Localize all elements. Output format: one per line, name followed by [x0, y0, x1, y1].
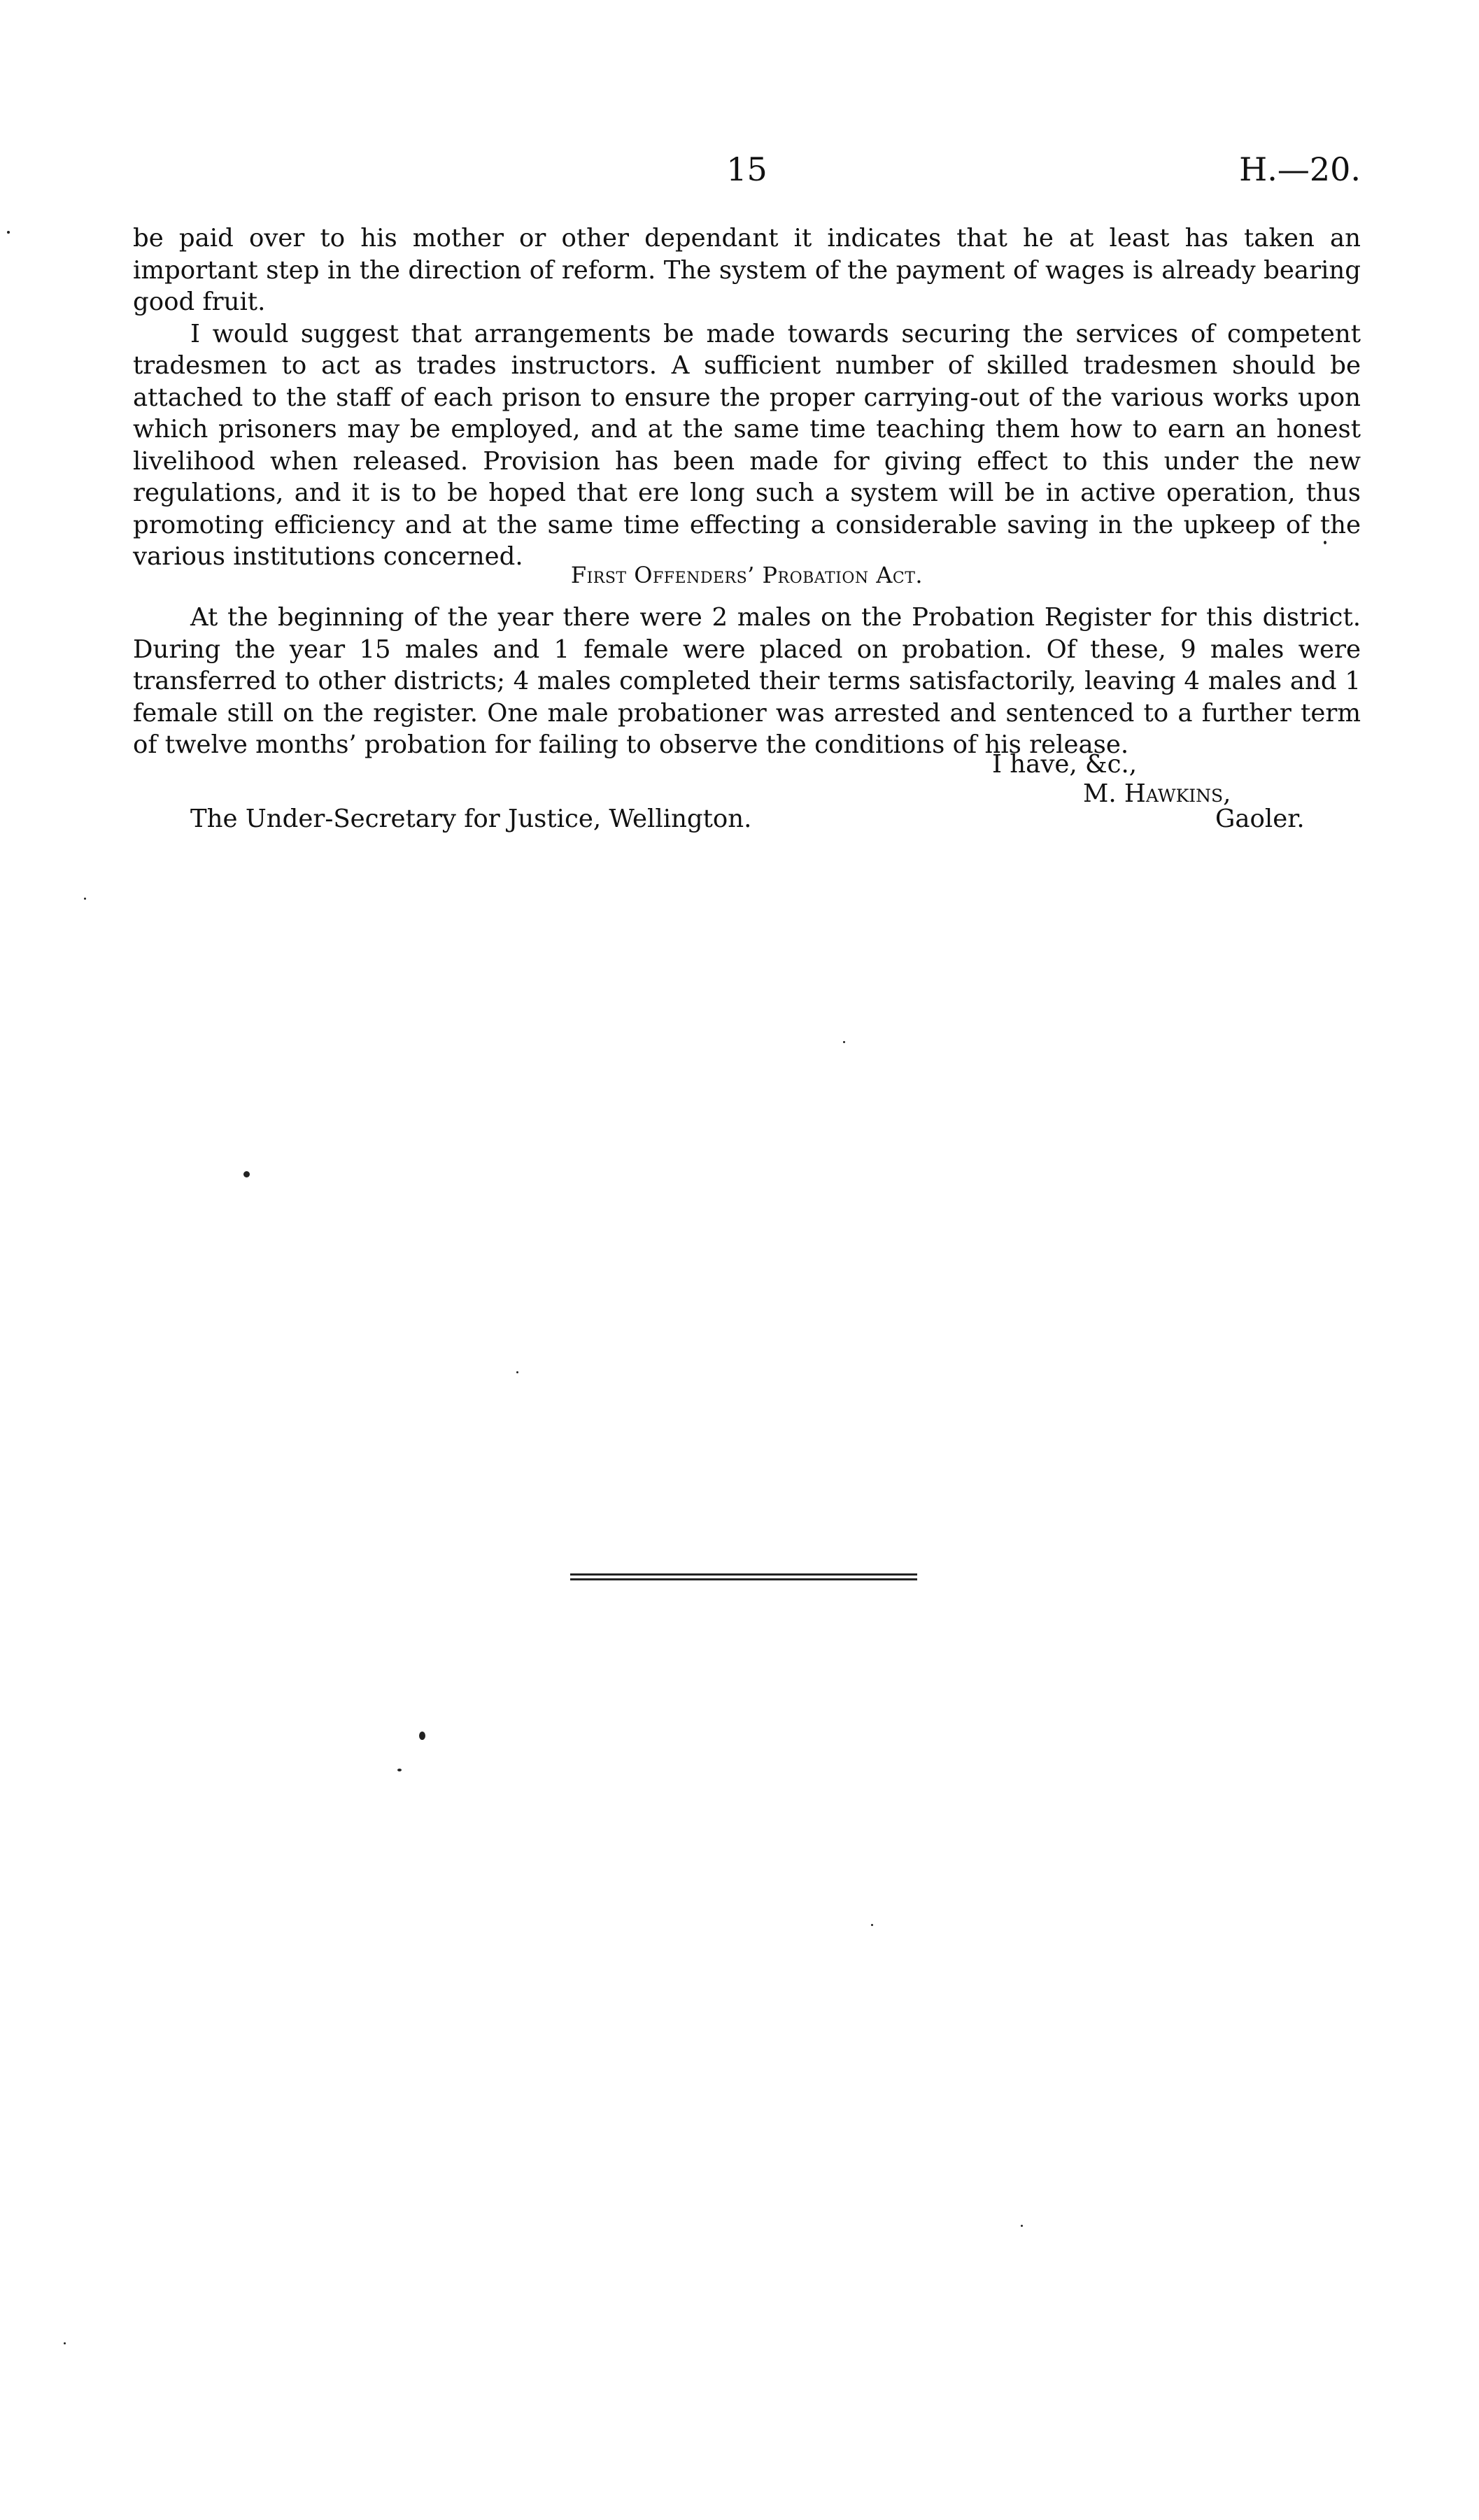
document-reference: H.—20. [1239, 150, 1361, 188]
section-heading-probation: First Offenders’ Probation Act. [570, 562, 924, 588]
scan-speck [871, 1924, 873, 1926]
signatory-text: M. Hawkins, [1083, 779, 1231, 808]
paragraph-trades-instructors: I would suggest that arrangements be made towards securing the services of competent tradesmen to act as trades instructors. A sufficient number of skilled tradesmen should be attached to the staff of each prison to ensure the proper carrying-out of the various works upon which prisoners may be employed, and at the same time teaching them how to earn an honest livelihood when released. Provision has been made for giving effect to this under the new regulations, and it is to be hoped that ere long such a system will be in active operation, thus promoting efficiency and at the same time effecting a considerable saving in the upkeep of the various institutions concerned. [133, 319, 1361, 571]
scan-speck [7, 231, 10, 234]
scan-speck [419, 1732, 425, 1740]
addressee: The Under-Secretary for Justice, Wellington. [190, 805, 752, 833]
probation-section [133, 602, 1361, 761]
page-number: 15 [726, 150, 767, 188]
signatory-name [1083, 778, 1231, 810]
page-header [133, 148, 1361, 197]
scan-speck [843, 1041, 845, 1043]
scan-speck [516, 1371, 518, 1373]
paragraph-wages: be paid over to his mother or other dependant it indicates that he at least has taken an important step in the direction of reform. The system of the payment of wages is already bearing good fruit. [133, 224, 1361, 316]
scan-speck [243, 1171, 250, 1177]
signatory-position: Gaoler. [1215, 805, 1305, 833]
scan-speck [397, 1769, 402, 1771]
scan-speck [84, 898, 86, 900]
report-body [133, 222, 1361, 573]
scan-speck [1324, 541, 1326, 544]
end-rule-divider [570, 1573, 917, 1580]
paragraph-probation: At the beginning of the year there were 2 males on the Probation Register for this district. During the year 15 males and 1 female were placed on probation. Of these, 9 males were transferred to other districts; 4 males completed their terms satisfactorily, leaving 4 males and 1 female still on the register. One male probationer was arrested and sentenced to a further term of twelve months’ probation for failing to observe the conditions of his release. [133, 603, 1361, 759]
scan-speck [1021, 2225, 1023, 2227]
closing-salutation: I have, &c., [992, 750, 1138, 779]
scan-speck [64, 2342, 66, 2344]
